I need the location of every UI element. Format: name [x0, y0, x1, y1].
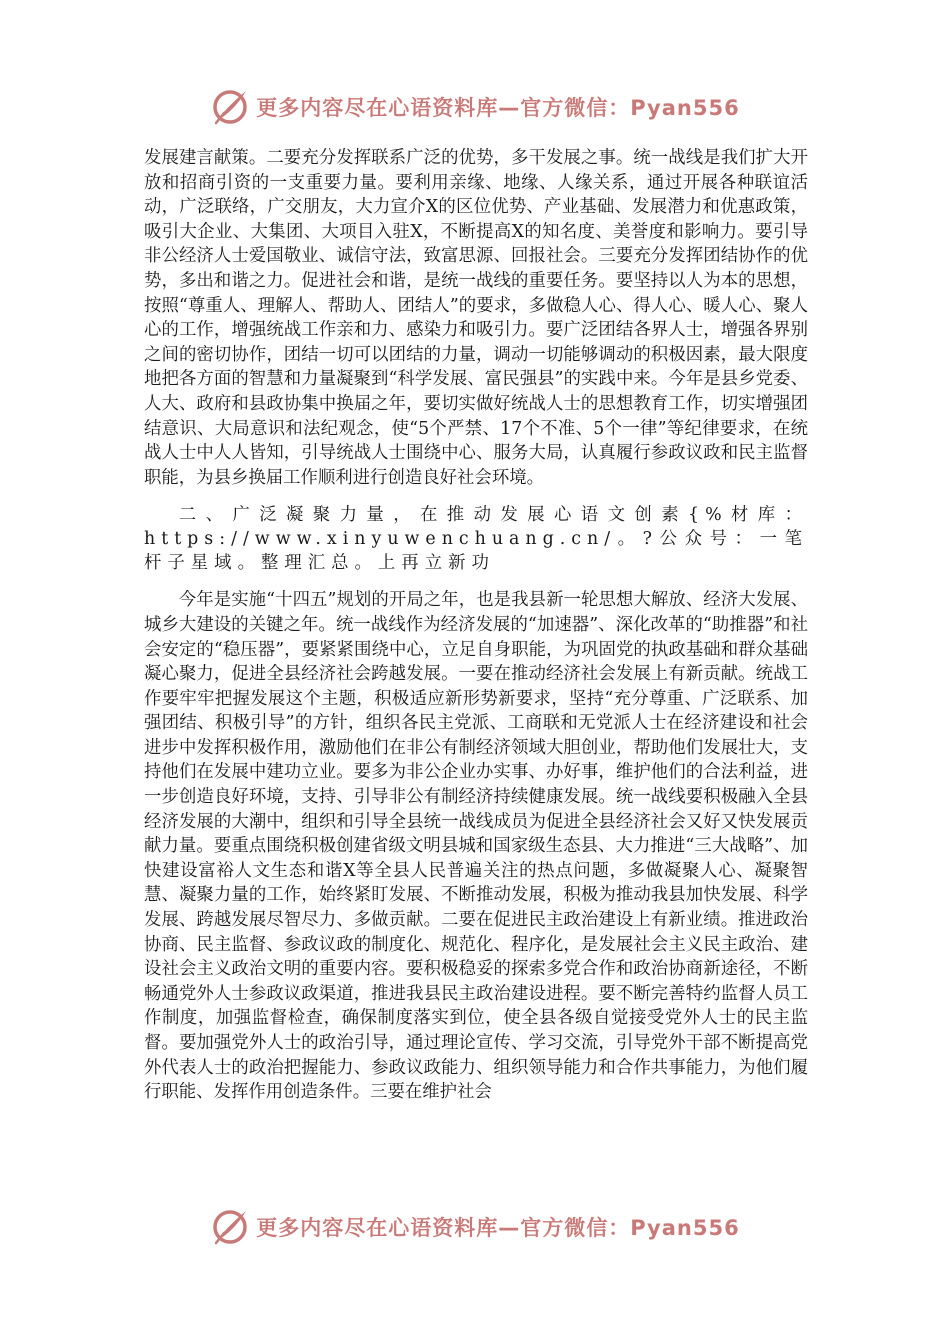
- document-body: [144, 146, 808, 1105]
- footer-banner: [0, 1202, 950, 1252]
- paragraph-1: 发展建言献策。二要充分发挥联系广泛的优势，多干发展之事。统一战线是我们扩大开放和招商引资的一支重要力量。要利用亲缘、地缘、人缘关系，通过开展各种联谊活动，广泛联络，广交朋友，大力宣介X的区位优势、产业基础、发展潜力和优惠政策，吸引大企业、大集团、大项目入驻X，不断提高X的知名度、美誉度和影响力。要引导非公经济人士爱国敬业、诚信守法，致富思源、回报社会。三要充分发挥团结协作的优势，多出和谐之力。促进社会和谐，是统一战线的重要任务。要坚持以人为本的思想，按照“尊重人、理解人、帮助人、团结人”的要求，多做稳人心、得人心、暖人心、聚人心的工作，增强统战工作亲和力、感染力和吸引力。要广泛团结各界人士，增强各界别之间的密切协作，团结一切可以团结的力量，调动一切能够调动的积极因素，最大限度地把各方面的智慧和力量凝聚到“科学发展、富民强县”的实践中来。今年是县乡党委、人大、政府和县政协集中换届之年，要切实做好统战人士的思想教育工作，切实增强团结意识、大局意识和法纪观念，使“5个严禁、17个不准、5个一律”等纪律要求，在统战人士中人人皆知，引导统战人士围绕中心、服务大局，认真履行参政议政和民主监督职能，为县乡换届工作顺利进行创造良好社会环境。: [144, 148, 808, 488]
- paragraph-2: 今年是实施“十四五”规划的开局之年，也是我县新一轮思想大解放、经济大发展、城乡大建设的关键之年。统一战线作为经济发展的“加速器”、深化改革的“助推器”和社会安定的“稳压器”，要紧紧围绕中心，立足自身职能，为巩固党的执政基础和群众基础凝心聚力，促进全县经济社会跨越发展。一要在推动经济社会发展上有新贡献。统战工作要牢牢把握发展这个主题，积极适应新形势新要求，坚持“充分尊重、广泛联系、加强团结、积极引导”的方针，组织各民主党派、工商联和无党派人士在经济建设和社会进步中发挥积极作用，激励他们在非公有制经济领域大胆创业，帮助他们发展壮大，支持他们在发展中建功立业。要多为非公企业办实事、办好事，维护他们的合法利益，进一步创造良好环境，支持、引导非公有制经济持续健康发展。统一战线要积极融入全县经济发展的大潮中，组织和引导全县统一战线成员为促进全县经济社会又好又快发展贡献力量。要重点围绕积极创建省级文明县城和国家级生态县、大力推进“三大战略”、加快建设富裕人文生态和谐X等全县人民普遍关注的热点问题，多做凝聚人心、凝聚智慧、凝聚力量的工作，始终紧盯发展、不断推动发展，积极为推动我县加快发展、科学发展、跨越发展尽智尽力、多做贡献。二要在促进民主政治建设上有新业绩。推进政治协商、民主监督、参政议政的制度化、规范化、程序化，是发展社会主义民主政治、建设社会主义政治文明的重要内容。要积极稳妥的探索多党合作和政治协商新途径，不断畅通党外人士参政议政渠道，推进我县民主政治建设进程。要不断完善特约监督人员工作制度，加强监督检查，确保制度落实到位，使全县各级自觉接受党外人士的民主监督。要加强党外人士的政治引导，通过理论宣传、学习交流，引导党外干部不断提高党外代表人士的政治把握能力、参政议政能力、组织领导能力和合作共事能力，为他们履行职能、发挥作用创造条件。三要在维护社会: [144, 590, 808, 1103]
- header-banner: [0, 82, 950, 132]
- header-banner-text: 更多内容尽在心语资料库—官方微信：Pyan556: [256, 96, 740, 120]
- footer-banner-text: 更多内容尽在心语资料库—官方微信：Pyan556: [256, 1216, 740, 1240]
- feather-pen-icon: [210, 87, 250, 127]
- section-heading-2: 二、广泛凝聚力量，在推动发展心语文创素{%材库：https://www.xinyuwenchuang.cn/。?公众号：一笔杆子星域。整理汇总。上再立新功: [144, 505, 808, 574]
- feather-pen-icon: [210, 1207, 250, 1247]
